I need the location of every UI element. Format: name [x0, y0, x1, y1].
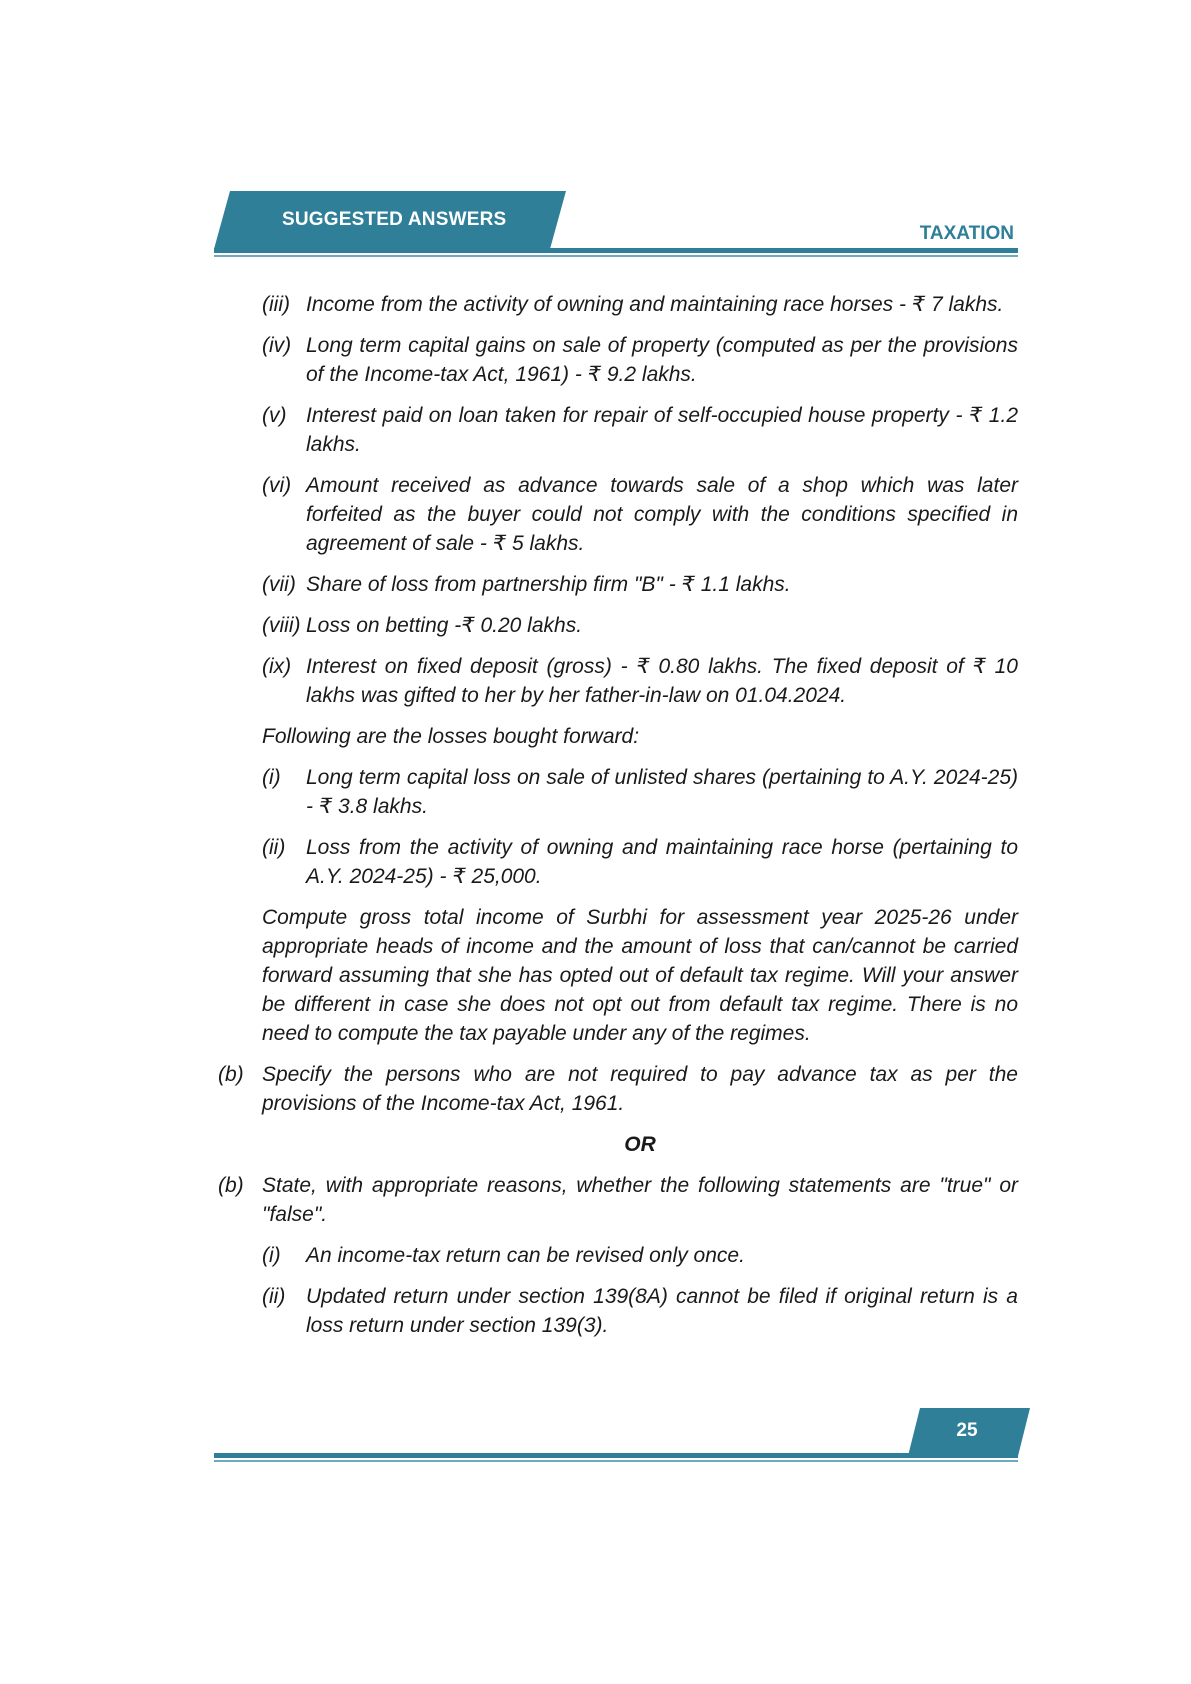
list-item	[214, 611, 1018, 640]
question-text: Specify the persons who are not required to pay advance tax as per the provisions of the Income-tax Act, 1961.	[262, 1063, 1018, 1115]
compute-paragraph	[214, 903, 1018, 1048]
item-text: Loss on betting -₹ 0.20 lakhs.	[306, 614, 583, 637]
losses-intro	[214, 722, 1018, 751]
footer-rule-thin	[214, 1460, 1018, 1462]
header-rule-thin	[214, 255, 1018, 257]
subject-label: TAXATION	[919, 223, 1014, 244]
page-content	[214, 290, 1018, 1352]
item-text: Interest paid on loan taken for repair of self-occupied house property - ₹ 1.2 lakhs.	[306, 404, 1018, 456]
item-text: Share of loss from partnership firm "B" - ₹ 1.1 lakhs.	[306, 573, 791, 596]
list-item	[214, 290, 1018, 319]
losses-intro-text: Following are the losses bought forward:	[262, 725, 640, 748]
question-b-alt	[214, 1171, 1018, 1229]
item-number: (ii)	[262, 1285, 286, 1308]
list-item	[214, 1241, 1018, 1270]
list-item	[214, 763, 1018, 821]
item-text: Amount received as advance towards sale of a shop which was later forfeited as the buyer could not comply with the conditions specified in agreement of sale - ₹ 5 lakhs.	[306, 474, 1018, 555]
item-text: Income from the activity of owning and maintaining race horses - ₹ 7 lakhs.	[306, 293, 1004, 316]
header-rule	[214, 248, 1018, 253]
question-number: (b)	[218, 1174, 244, 1197]
footer-rule	[214, 1453, 1018, 1458]
item-text: Interest on fixed deposit (gross) - ₹ 0.80 lakhs. The fixed deposit of ₹ 10 lakhs was gifted to her by her father-in-law on 01.04.2024.	[306, 655, 1018, 707]
question-number: (b)	[218, 1063, 244, 1086]
page-number: 25	[956, 1420, 978, 1441]
item-number: (i)	[262, 1244, 281, 1267]
question-text: State, with appropriate reasons, whether the following statements are "true" or "false".	[262, 1174, 1018, 1226]
item-number: (iv)	[262, 334, 292, 357]
section-label: SUGGESTED ANSWERS	[282, 209, 507, 230]
item-text: Long term capital gains on sale of property (computed as per the provisions of the Income-tax Act, 1961) - ₹ 9.2 lakhs.	[306, 334, 1018, 386]
item-number: (iii)	[262, 293, 290, 316]
compute-paragraph-text: Compute gross total income of Surbhi for assessment year 2025-26 under appropriate heads of income and the amount of loss that can/cannot be carried forward assuming that she has opted out of default tax regime. Will your answer be different in case she does not opt out from default tax regime. There is no need to compute the tax payable under any of the regimes.	[262, 906, 1018, 1045]
item-number: (vii)	[262, 573, 296, 596]
question-b	[214, 1060, 1018, 1118]
list-item	[214, 1282, 1018, 1340]
page-number-tab	[908, 1408, 1030, 1456]
list-item	[214, 401, 1018, 459]
or-separator: OR	[624, 1133, 656, 1156]
list-item	[214, 833, 1018, 891]
list-item	[214, 471, 1018, 558]
item-number: (v)	[262, 404, 287, 427]
item-number: (ix)	[262, 655, 292, 678]
list-item	[214, 652, 1018, 710]
header-tab	[214, 191, 566, 249]
item-number: (vi)	[262, 474, 292, 497]
item-text: An income-tax return can be revised only once.	[306, 1244, 745, 1267]
item-number: (ii)	[262, 836, 286, 859]
item-text: Updated return under section 139(8A) cannot be filed if original return is a loss return under section 139(3).	[306, 1285, 1018, 1337]
list-item	[214, 570, 1018, 599]
item-text: Long term capital loss on sale of unlisted shares (pertaining to A.Y. 2024-25) - ₹ 3.8 lakhs.	[306, 766, 1018, 818]
list-item	[214, 331, 1018, 389]
item-number: (viii)	[262, 614, 301, 637]
item-text: Loss from the activity of owning and maintaining race horse (pertaining to A.Y. 2024-25) - ₹ 25,000.	[306, 836, 1018, 888]
item-number: (i)	[262, 766, 281, 789]
